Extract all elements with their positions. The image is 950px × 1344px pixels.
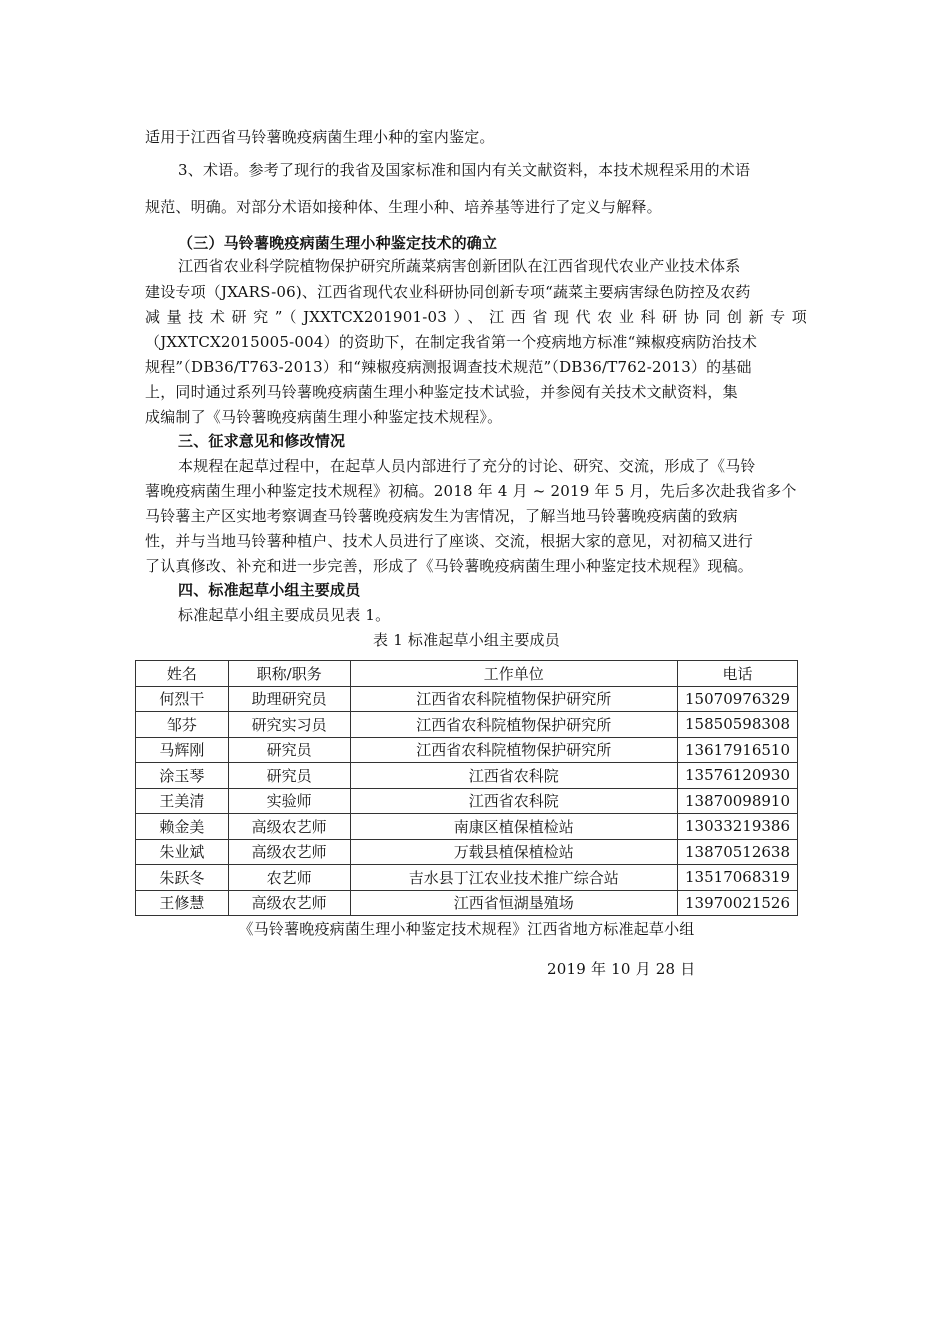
cell-title: 研究员 <box>228 737 350 763</box>
cell-unit: 吉水县丁江农业技术推广综合站 <box>350 865 677 891</box>
header-title: 职称/职务 <box>228 661 350 687</box>
paragraph-line: 上，同时通过系列马铃薯晚疫病菌生理小种鉴定技术试验，并参阅有关技术文献资料，集 <box>145 383 738 401</box>
cell-name: 朱业斌 <box>136 839 229 865</box>
paragraph-line: 了认真修改、补充和进一步完善，形成了《马铃薯晚疫病菌生理小种鉴定技术规程》现稿。 <box>145 557 754 575</box>
table-row <box>136 763 798 789</box>
table-row <box>136 814 798 840</box>
cell-unit: 江西省农科院植物保护研究所 <box>350 737 677 763</box>
signature-date: 2019 年 10 月 28 日 <box>547 960 696 978</box>
cell-phone: 13970021526 <box>678 890 798 916</box>
table-row <box>136 686 798 712</box>
cell-phone: 13033219386 <box>678 814 798 840</box>
table-row <box>136 890 798 916</box>
cell-phone: 13617916510 <box>678 737 798 763</box>
cell-phone: 13576120930 <box>678 763 798 789</box>
section-heading: 四、标准起草小组主要成员 <box>178 581 361 599</box>
header-phone: 电话 <box>678 661 798 687</box>
cell-phone: 13517068319 <box>678 865 798 891</box>
cell-unit: 江西省农科院 <box>350 763 677 789</box>
cell-title: 高级农艺师 <box>228 814 350 840</box>
table-row <box>136 737 798 763</box>
cell-name: 朱跃冬 <box>136 865 229 891</box>
paragraph-line: 3、术语。参考了现行的我省及国家标准和国内有关文献资料，本技术规程采用的术语 <box>178 161 751 179</box>
table-header-row <box>136 661 798 687</box>
paragraph-line: 标准起草小组主要成员见表 1。 <box>178 606 391 624</box>
cell-unit: 江西省农科院植物保护研究所 <box>350 686 677 712</box>
paragraph-line: 规程”（DB36/T763-2013）和“辣椒疫病测报调查技术规范”（DB36/T762-2013）的基础 <box>145 358 752 376</box>
cell-name: 邹芬 <box>136 712 229 738</box>
paragraph-line: 规范、明确。对部分术语如接种体、生理小种、培养基等进行了定义与解释。 <box>145 198 662 216</box>
cell-title: 高级农艺师 <box>228 839 350 865</box>
table-caption: 表 1 标准起草小组主要成员 <box>373 631 560 649</box>
cell-unit: 江西省恒湖垦殖场 <box>350 890 677 916</box>
cell-phone: 13870098910 <box>678 788 798 814</box>
paragraph-line: 成编制了《马铃薯晚疫病菌生理小种鉴定技术规程》。 <box>145 408 503 426</box>
header-unit: 工作单位 <box>350 661 677 687</box>
table-row <box>136 839 798 865</box>
cell-phone: 13870512638 <box>678 839 798 865</box>
cell-title: 农艺师 <box>228 865 350 891</box>
drafting-group-signature: 《马铃薯晚疫病菌生理小种鉴定技术规程》江西省地方标准起草小组 <box>238 920 695 938</box>
cell-title: 助理研究员 <box>228 686 350 712</box>
section-heading: 三、征求意见和修改情况 <box>178 432 346 450</box>
cell-unit: 江西省农科院植物保护研究所 <box>350 712 677 738</box>
cell-phone: 15850598308 <box>678 712 798 738</box>
cell-name: 赖金美 <box>136 814 229 840</box>
cell-title: 实验师 <box>228 788 350 814</box>
section-heading: （三）马铃薯晚疫病菌生理小种鉴定技术的确立 <box>178 234 498 252</box>
table-row <box>136 712 798 738</box>
cell-name: 王修慧 <box>136 890 229 916</box>
header-name: 姓名 <box>136 661 229 687</box>
paragraph-line: 适用于江西省马铃薯晚疫病菌生理小种的室内鉴定。 <box>145 128 495 146</box>
paragraph-line: （JXXTCX2015005-004）的资助下，在制定我省第一个疫病地方标准“辣椒疫病防治技术 <box>145 333 758 351</box>
members-table <box>135 660 798 916</box>
paragraph-line: 减量技术研究”（JXXTCX201901-03）、江西省现代农业科研协同创新专项 <box>145 308 807 326</box>
paragraph-line: 性，并与当地马铃薯种植户、技术人员进行了座谈、交流，根据大家的意见，对初稿又进行 <box>145 532 754 550</box>
cell-phone: 15070976329 <box>678 686 798 712</box>
cell-name: 何烈干 <box>136 686 229 712</box>
cell-unit: 万载县植保植检站 <box>350 839 677 865</box>
cell-unit: 南康区植保植检站 <box>350 814 677 840</box>
paragraph-line: 江西省农业科学院植物保护研究所蔬菜病害创新团队在江西省现代农业产业技术体系 <box>178 257 741 275</box>
cell-title: 研究员 <box>228 763 350 789</box>
paragraph-line: 建设专项（JXARS-06)、江西省现代农业科研协同创新专项“蔬菜主要病害绿色防控及农药 <box>145 283 751 301</box>
paragraph-line: 马铃薯主产区实地考察调查马铃薯晚疫病发生为害情况，了解当地马铃薯晚疫病菌的致病 <box>145 507 738 525</box>
table-row <box>136 865 798 891</box>
cell-title: 研究实习员 <box>228 712 350 738</box>
paragraph-line: 本规程在起草过程中，在起草人员内部进行了充分的讨论、研究、交流，形成了《马铃 <box>178 457 756 475</box>
cell-name: 马辉刚 <box>136 737 229 763</box>
cell-name: 王美清 <box>136 788 229 814</box>
cell-unit: 江西省农科院 <box>350 788 677 814</box>
cell-title: 高级农艺师 <box>228 890 350 916</box>
cell-name: 涂玉琴 <box>136 763 229 789</box>
paragraph-line: 薯晚疫病菌生理小种鉴定技术规程》初稿。2018 年 4 月 ~ 2019 年 5 月，先后多次赴我省多个 <box>145 482 797 500</box>
table-row <box>136 788 798 814</box>
